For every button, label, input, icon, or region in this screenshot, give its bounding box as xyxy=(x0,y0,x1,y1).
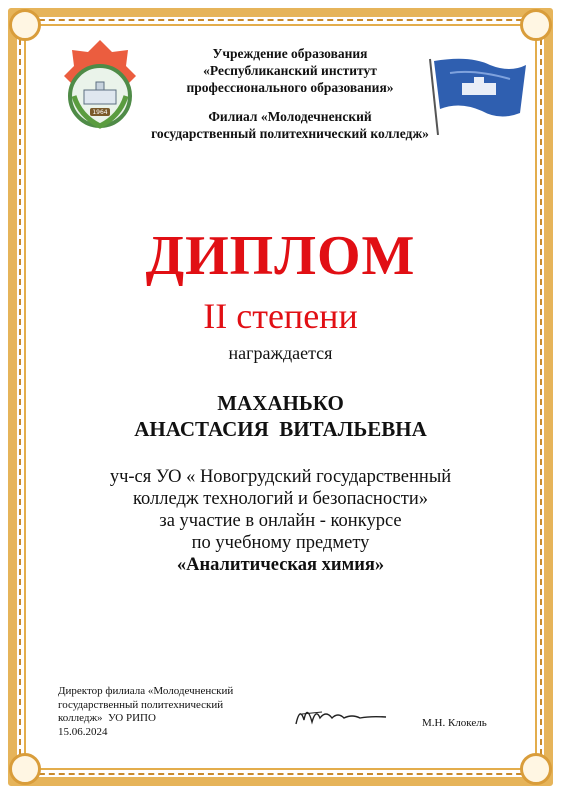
diploma-degree: II степени xyxy=(203,296,358,336)
diploma-title: ДИПЛОМ xyxy=(145,225,416,287)
description-line: уч-ся УО « Новогрудский государственный xyxy=(109,467,452,487)
recipient-name-line: АНАСТАСИЯ ВИТАЛЬЕВНА xyxy=(134,417,427,441)
description-line: по учебному предмету xyxy=(191,533,370,553)
recipient-name xyxy=(0,390,561,442)
organization-name xyxy=(140,45,440,96)
director-block xyxy=(58,685,288,739)
issue-date: 15.06.2024 xyxy=(58,725,108,738)
frame-corner-ornament xyxy=(9,9,41,41)
description-line: колледж технологий и безопасности» xyxy=(133,489,428,509)
college-flag-icon xyxy=(420,55,530,135)
frame-corner-ornament xyxy=(520,753,552,785)
branch-name xyxy=(110,108,470,142)
director-line: Директор филиала «Молодечненский xyxy=(58,685,234,697)
awarded-label: награждается xyxy=(228,343,333,363)
award-description xyxy=(0,466,561,576)
frame-corner-ornament xyxy=(520,9,552,41)
organization-line: Учреждение образования xyxy=(212,46,368,61)
branch-line: государственный политехнический колледж» xyxy=(151,126,429,141)
emblem-year: 1964 xyxy=(92,109,108,116)
director-line: колледж» УО РИПО xyxy=(58,712,156,724)
recipient-name-line: МАХАНЬКО xyxy=(217,391,344,415)
organization-line: «Республиканский институт xyxy=(203,63,377,78)
handwritten-signature-icon xyxy=(292,700,392,730)
director-line: государственный политехнический xyxy=(58,698,224,711)
signer-name: М.Н. Клокель xyxy=(422,717,487,729)
frame-corner-ornament xyxy=(9,753,41,785)
subject-name: «Аналитическая химия» xyxy=(176,555,385,575)
branch-line: Филиал «Молодечненский xyxy=(208,109,372,124)
organization-line: профессионального образования» xyxy=(186,80,394,95)
description-line: за участие в онлайн - конкурсе xyxy=(159,511,402,531)
